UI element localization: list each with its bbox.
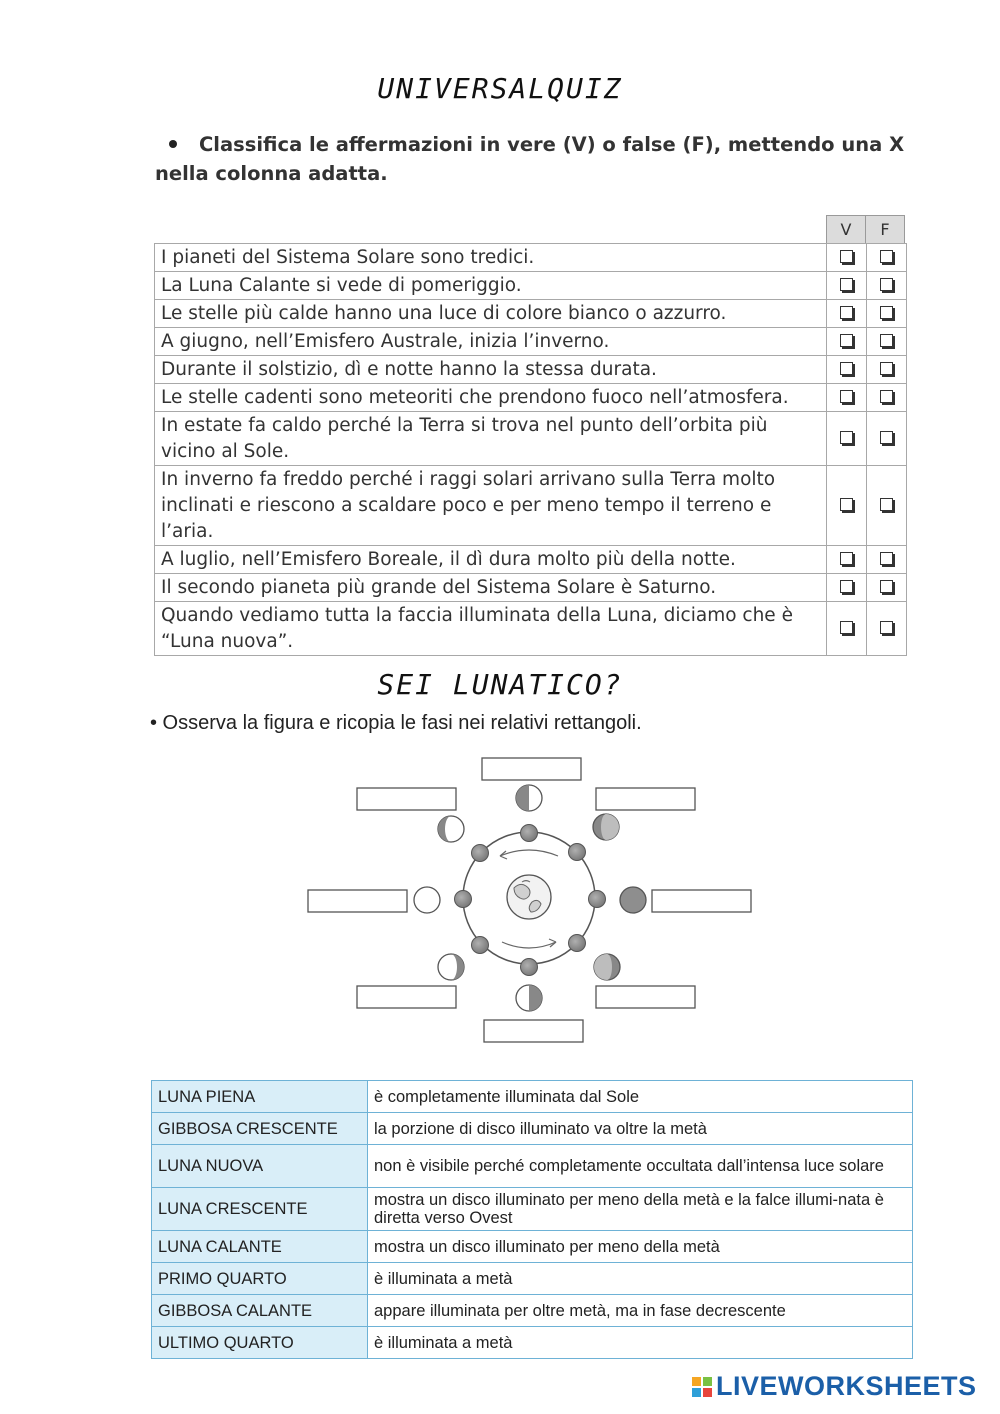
- false-checkbox[interactable]: [880, 621, 893, 634]
- moon-phases-diagram: [300, 752, 760, 1047]
- liveworksheets-logo: LIVEWORKSHEETS: [692, 1371, 977, 1402]
- false-checkbox[interactable]: [880, 362, 893, 375]
- phase-moon-right: [620, 887, 646, 913]
- statement-row: [155, 300, 907, 328]
- statement-text: A giugno, nell’Emisfero Australe, inizia l’inverno.: [155, 328, 827, 356]
- statement-row: [155, 356, 907, 384]
- answer-box-right[interactable]: [652, 890, 751, 912]
- statement-text: I pianeti del Sistema Solare sono tredici.: [155, 244, 827, 272]
- answer-box-bottom-right[interactable]: [596, 986, 695, 1008]
- phase-name: LUNA NUOVA: [152, 1145, 368, 1188]
- phase-row: [152, 1263, 913, 1295]
- phase-description: non è visibile perché completamente occultata dall’intensa luce solare: [368, 1145, 913, 1188]
- true-checkbox[interactable]: [840, 431, 853, 444]
- answer-box-top-left[interactable]: [357, 788, 456, 810]
- statement-row: [155, 466, 907, 546]
- phase-description: la porzione di disco illuminato va oltre la metà: [368, 1113, 913, 1145]
- true-column-header: V: [827, 216, 865, 243]
- true-checkbox[interactable]: [840, 621, 853, 634]
- answer-box-bottom[interactable]: [484, 1020, 583, 1042]
- answer-box-left[interactable]: [308, 890, 407, 912]
- true-checkbox[interactable]: [840, 498, 853, 511]
- false-checkbox[interactable]: [880, 390, 893, 403]
- true-cell: [827, 300, 867, 328]
- true-cell: [827, 546, 867, 574]
- true-cell: [827, 244, 867, 272]
- false-cell: [867, 244, 907, 272]
- true-false-header: [826, 215, 905, 243]
- true-cell: [827, 328, 867, 356]
- true-checkbox[interactable]: [840, 580, 853, 593]
- phase-moon-bottom-left: [438, 954, 464, 980]
- true-checkbox[interactable]: [840, 306, 853, 319]
- true-cell: [827, 466, 867, 546]
- statement-row: [155, 602, 907, 656]
- earth-icon: [507, 875, 551, 919]
- false-checkbox[interactable]: [880, 250, 893, 263]
- false-cell: [867, 356, 907, 384]
- moon-instruction: • Osserva la figura e ricopia le fasi nei relativi rettangoli.: [150, 712, 642, 734]
- false-cell: [867, 602, 907, 656]
- statement-row: [155, 412, 907, 466]
- true-cell: [827, 602, 867, 656]
- true-checkbox[interactable]: [840, 278, 853, 291]
- true-cell: [827, 574, 867, 602]
- bullet-icon: [169, 140, 177, 148]
- statement-row: [155, 328, 907, 356]
- moon-title: SEI LUNATICO?: [377, 668, 623, 701]
- phase-name: LUNA CALANTE: [152, 1231, 368, 1263]
- statement-text: Il secondo pianeta più grande del Sistema Solare è Saturno.: [155, 574, 827, 602]
- false-cell: [867, 300, 907, 328]
- answer-box-top-right[interactable]: [596, 788, 695, 810]
- statement-text: Le stelle più calde hanno una luce di colore bianco o azzurro.: [155, 300, 827, 328]
- statement-text: In estate fa caldo perché la Terra si trova nel punto dell’orbita più vicino al Sole.: [155, 412, 827, 466]
- quiz-instruction: Classifica le affermazioni in vere (V) o false (F), mettendo una X nella colonna adatta.: [155, 133, 905, 185]
- phase-description: è illuminata a metà: [368, 1263, 913, 1295]
- true-checkbox[interactable]: [840, 390, 853, 403]
- statement-text: Le stelle cadenti sono meteoriti che prendono fuoco nell’atmosfera.: [155, 384, 827, 412]
- false-checkbox[interactable]: [880, 580, 893, 593]
- false-column-header: F: [865, 216, 904, 243]
- phase-description: mostra un disco illuminato per meno della metà e la falce illumi-nata è diretta verso Ovest: [368, 1188, 913, 1231]
- phase-moon-left: [414, 887, 440, 913]
- true-false-table: [154, 243, 907, 656]
- statement-row: [155, 244, 907, 272]
- phase-moon-top-left: [438, 816, 464, 842]
- true-checkbox[interactable]: [840, 362, 853, 375]
- true-cell: [827, 272, 867, 300]
- statement-text: In inverno fa freddo perché i raggi solari arrivano sulla Terra molto inclinati e riescono a scaldare poco e per meno tempo il terreno e l’aria.: [155, 466, 827, 546]
- true-cell: [827, 356, 867, 384]
- phase-moon-bottom-right: [594, 954, 620, 980]
- statement-text: A luglio, nell’Emisfero Boreale, il dì dura molto più della notte.: [155, 546, 827, 574]
- phase-moon-top-right: [593, 814, 619, 840]
- false-cell: [867, 384, 907, 412]
- phase-description: appare illuminata per oltre metà, ma in fase decrescente: [368, 1295, 913, 1327]
- phase-row: [152, 1295, 913, 1327]
- false-cell: [867, 574, 907, 602]
- false-checkbox[interactable]: [880, 306, 893, 319]
- true-checkbox[interactable]: [840, 334, 853, 347]
- false-checkbox[interactable]: [880, 498, 893, 511]
- false-checkbox[interactable]: [880, 431, 893, 444]
- true-checkbox[interactable]: [840, 552, 853, 565]
- true-cell: [827, 384, 867, 412]
- logo-icon: [692, 1377, 712, 1397]
- orbit-arrow-top: [500, 850, 558, 856]
- false-checkbox[interactable]: [880, 552, 893, 565]
- phase-name: LUNA CRESCENTE: [152, 1188, 368, 1231]
- phase-name: GIBBOSA CALANTE: [152, 1295, 368, 1327]
- phase-row: [152, 1113, 913, 1145]
- orbit-arrow-bottom: [502, 942, 556, 948]
- false-cell: [867, 412, 907, 466]
- quiz-title: UNIVERSALQUIZ: [377, 72, 623, 105]
- phase-row: [152, 1327, 913, 1359]
- false-cell: [867, 328, 907, 356]
- phase-moon-top: [516, 785, 542, 811]
- phase-row: [152, 1231, 913, 1263]
- statement-text: Quando vediamo tutta la faccia illuminata della Luna, diciamo che è “Luna nuova”.: [155, 602, 827, 656]
- false-cell: [867, 466, 907, 546]
- statement-row: [155, 272, 907, 300]
- statement-row: [155, 574, 907, 602]
- statement-row: [155, 384, 907, 412]
- statement-row: [155, 546, 907, 574]
- phase-description: è illuminata a metà: [368, 1327, 913, 1359]
- phase-name: ULTIMO QUARTO: [152, 1327, 368, 1359]
- phase-moon-bottom: [516, 985, 542, 1011]
- statement-text: Durante il solstizio, dì e notte hanno la stessa durata.: [155, 356, 827, 384]
- true-cell: [827, 412, 867, 466]
- statement-text: La Luna Calante si vede di pomeriggio.: [155, 272, 827, 300]
- answer-box-bottom-left[interactable]: [357, 986, 456, 1008]
- phase-name: LUNA PIENA: [152, 1081, 368, 1113]
- true-checkbox[interactable]: [840, 250, 853, 263]
- phase-description: è completamente illuminata dal Sole: [368, 1081, 913, 1113]
- phase-row: [152, 1145, 913, 1188]
- phase-name: PRIMO QUARTO: [152, 1263, 368, 1295]
- answer-box-top[interactable]: [482, 758, 581, 780]
- false-checkbox[interactable]: [880, 334, 893, 347]
- phases-table: [151, 1080, 913, 1359]
- phase-row: [152, 1081, 913, 1113]
- false-cell: [867, 546, 907, 574]
- false-checkbox[interactable]: [880, 278, 893, 291]
- phase-row: [152, 1188, 913, 1231]
- phase-name: GIBBOSA CRESCENTE: [152, 1113, 368, 1145]
- false-cell: [867, 272, 907, 300]
- phase-description: mostra un disco illuminato per meno della metà: [368, 1231, 913, 1263]
